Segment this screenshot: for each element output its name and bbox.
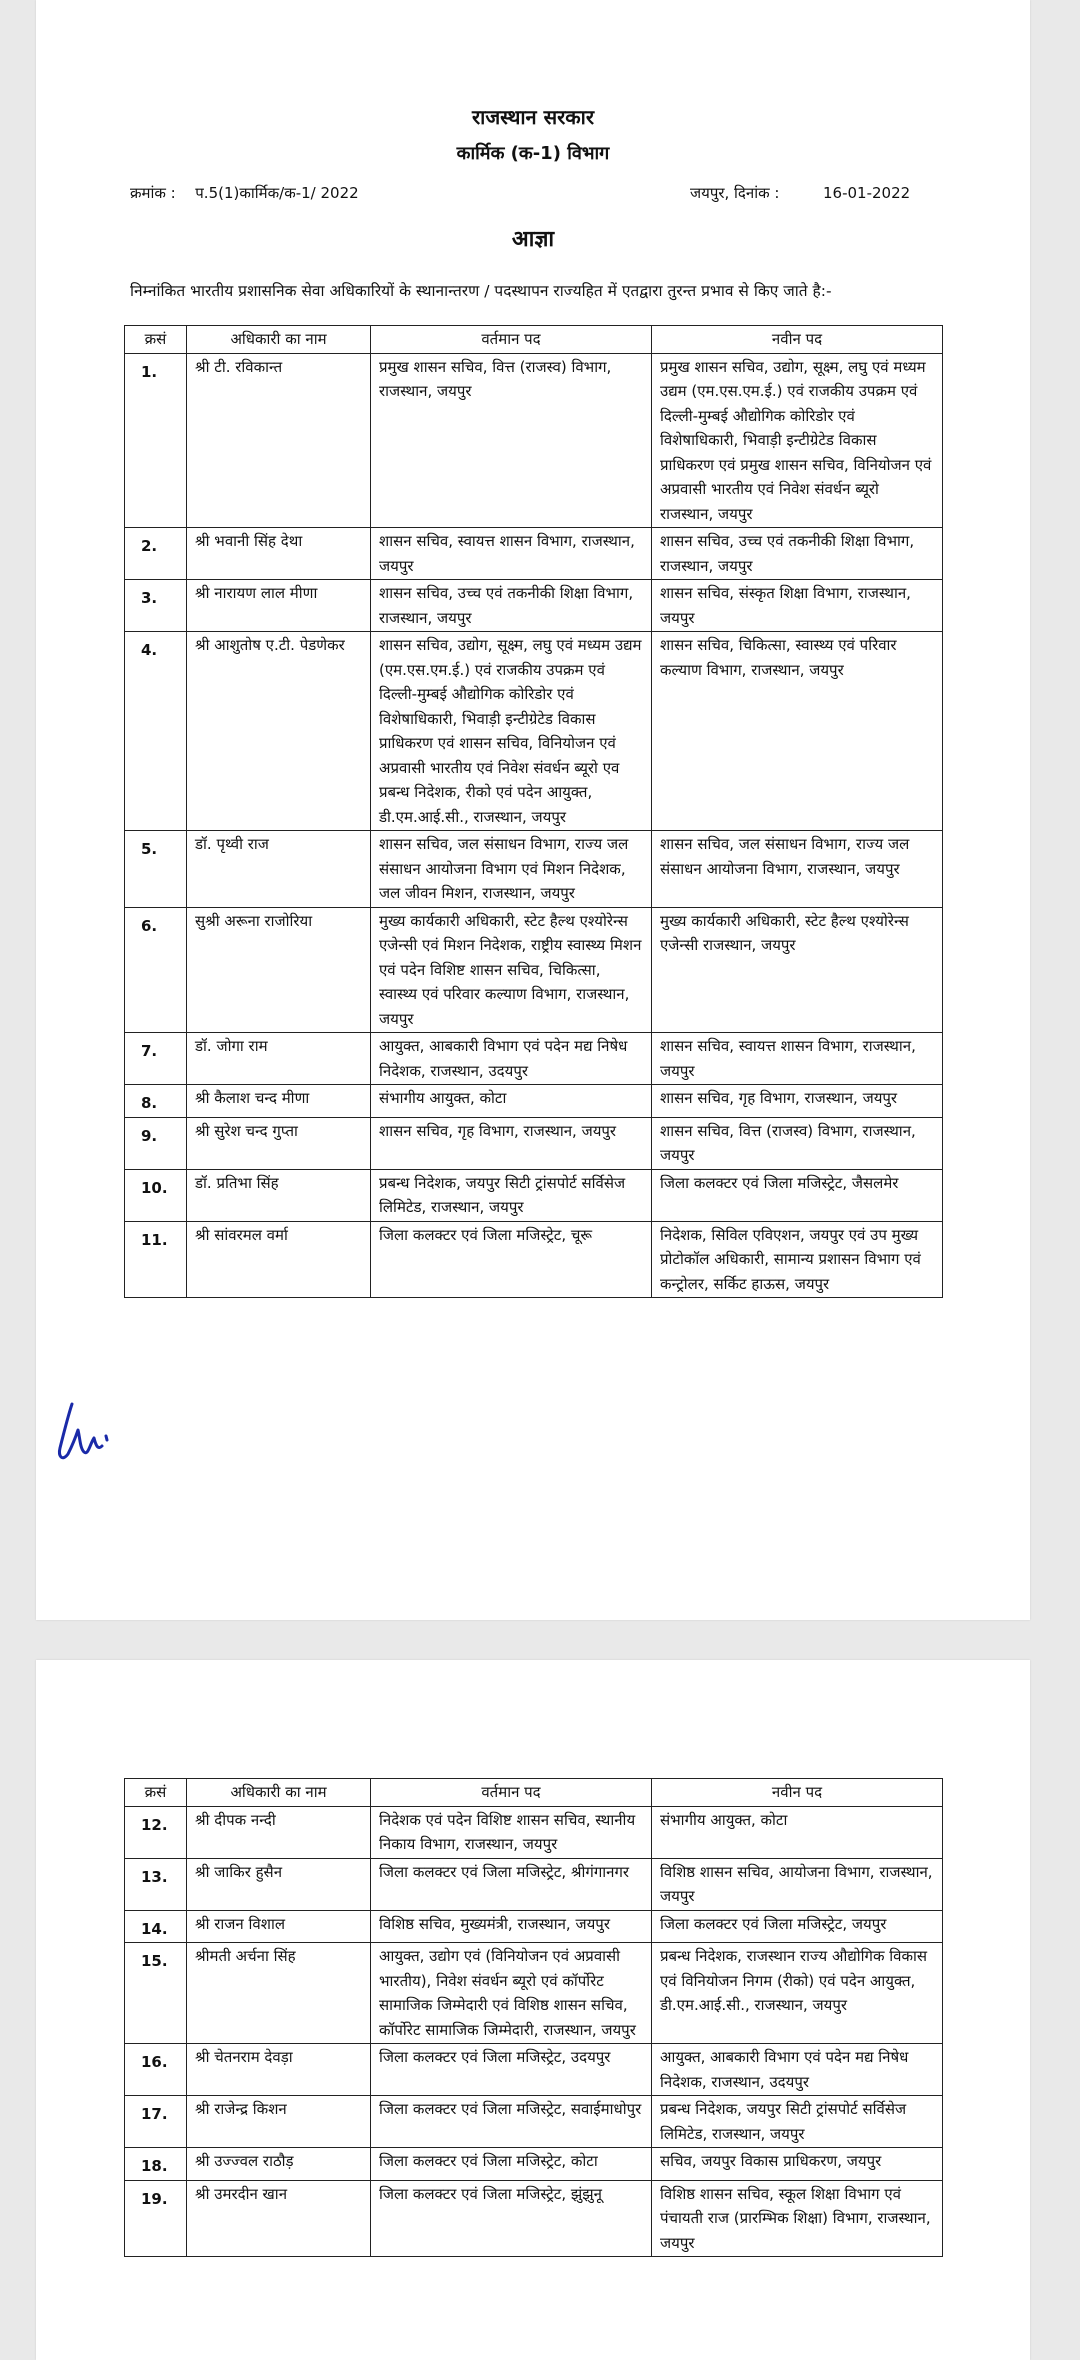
cell-sr: 13. [125, 1858, 187, 1910]
cell-officer-name: श्री आशुतोष ए.टी. पेडणेकर [187, 632, 371, 831]
cell-current-post: मुख्य कार्यकारी अधिकारी, स्टेट हैल्थ एश्योरेन्स एजेन्सी एवं मिशन निदेशक, राष्ट्रीय स्वास्थ्य मिशन एवं पदेन विशिष्ट शासन सचिव, चिकित्सा, स्वास्थ्य एवं परिवार कल्याण विभाग, राजस्थान, जयपुर [371, 907, 652, 1033]
government-title: राजस्थान सरकार [471, 105, 595, 129]
department-title: कार्मिक (क-1) विभाग [456, 143, 610, 164]
cell-new-post: प्रबन्ध निदेशक, राजस्थान राज्य औद्योगिक विकास एवं विनियोजन निगम (रीको) एवं पदेन आयुक्त, डी.एम.आई.सी., राजस्थान, जयपुर [652, 1943, 943, 2044]
cell-current-post: निदेशक एवं पदेन विशिष्ट शासन सचिव, स्थानीय निकाय विभाग, राजस्थान, जयपुर [371, 1806, 652, 1858]
cell-officer-name: श्री भवानी सिंह देथा [187, 528, 371, 580]
cell-new-post: संभागीय आयुक्त, कोटा [652, 1806, 943, 1858]
cell-new-post: प्रबन्ध निदेशक, जयपुर सिटी ट्रांसपोर्ट सर्विसेज लिमिटेड, राजस्थान, जयपुर [652, 2096, 943, 2148]
cell-current-post: शासन सचिव, उद्योग, सूक्ष्म, लघु एवं मध्यम उद्यम (एम.एस.एम.ई.) एवं राजकीय उपक्रम एवं दिल्ली-मुम्बई औद्योगिक कोरिडोर एवं विशेषाधिकारी, भिवाड़ी इन्टीग्रेटेड विकास प्राधिकरण एवं शासन सचिव, विनियोजन एवं अप्रवासी भारतीय एवं निवेश संवर्धन ब्यूरो एव प्रबन्ध निदेशक, रीको एवं पदेन आयुक्त, डी.एम.आई.सी., राजस्थान, जयपुर [371, 632, 652, 831]
table-row [125, 1117, 943, 1169]
cell-sr: 7. [125, 1033, 187, 1085]
cell-new-post: जिला कलक्टर एवं जिला मजिस्ट्रेट, जयपुर [652, 1910, 943, 1943]
transfer-table-page-2 [124, 1778, 943, 2257]
place-date-line [690, 183, 910, 203]
order-date: 16-01-2022 [823, 184, 911, 202]
cell-new-post: निदेशक, सिविल एविएशन, जयपुर एवं उप मुख्य प्रोटोकॉल अधिकारी, सामान्य प्रशासन विभाग एवं कन्ट्रोलर, सर्किट हाऊस, जयपुर [652, 1221, 943, 1298]
header-current-post: वर्तमान पद [371, 326, 652, 354]
table-row [125, 580, 943, 632]
table-header-row [125, 326, 943, 354]
cell-new-post: शासन सचिव, स्वायत्त शासन विभाग, राजस्थान, जयपुर [652, 1033, 943, 1085]
cell-officer-name: श्री जाकिर हुसैन [187, 1858, 371, 1910]
order-title: आज्ञा [511, 227, 555, 252]
cell-new-post: प्रमुख शासन सचिव, उद्योग, सूक्ष्म, लघु एवं मध्यम उद्यम (एम.एस.एम.ई.) एवं राजकीय उपक्रम एवं दिल्ली-मुम्बई औद्योगिक कोरिडोर एवं विशेषाधिकारी, भिवाड़ी इन्टीग्रेटेड विकास प्राधिकरण एवं प्रमुख शासन सचिव, विनियोजन एवं अप्रवासी भारतीय एवं निवेश संवर्धन ब्यूरो राजस्थान, जयपुर [652, 353, 943, 528]
cell-officer-name: श्री सांवरमल वर्मा [187, 1221, 371, 1298]
cell-current-post: विशिष्ठ सचिव, मुख्यमंत्री, राजस्थान, जयपुर [371, 1910, 652, 1943]
cell-sr: 12. [125, 1806, 187, 1858]
cell-current-post: शासन सचिव, जल संसाधन विभाग, राज्य जल संसाधन आयोजना विभाग एवं मिशन निदेशक, जल जीवन मिशन, राजस्थान, जयपुर [371, 831, 652, 908]
cell-officer-name: सुश्री अरूना राजोरिया [187, 907, 371, 1033]
cell-officer-name: डॉ. जोगा राम [187, 1033, 371, 1085]
cell-officer-name: श्री दीपक नन्दी [187, 1806, 371, 1858]
header-name: अधिकारी का नाम [187, 326, 371, 354]
cell-officer-name: श्री उज्ज्वल राठौड़ [187, 2148, 371, 2181]
header-new-post: नवीन पद [652, 1779, 943, 1807]
cell-sr: 15. [125, 1943, 187, 2044]
cell-new-post: विशिष्ठ शासन सचिव, स्कूल शिक्षा विभाग एवं पंचायती राज (प्रारम्भिक शिक्षा) विभाग, राजस्थान, जयपुर [652, 2180, 943, 2257]
table-row [125, 1943, 943, 2044]
cell-officer-name: श्री राजन विशाल [187, 1910, 371, 1943]
cell-officer-name: श्री चेतनराम देवड़ा [187, 2044, 371, 2096]
table-row [125, 1085, 943, 1118]
cell-current-post: आयुक्त, आबकारी विभाग एवं पदेन मद्य निषेध निदेशक, राजस्थान, उदयपुर [371, 1033, 652, 1085]
cell-sr: 1. [125, 353, 187, 528]
reference-line [130, 183, 359, 203]
cell-new-post: विशिष्ठ शासन सचिव, आयोजना विभाग, राजस्थान, जयपुर [652, 1858, 943, 1910]
cell-new-post: शासन सचिव, संस्कृत शिक्षा विभाग, राजस्थान, जयपुर [652, 580, 943, 632]
cell-officer-name: श्री उमरदीन खान [187, 2180, 371, 2257]
cell-new-post: शासन सचिव, गृह विभाग, राजस्थान, जयपुर [652, 1085, 943, 1118]
cell-sr: 19. [125, 2180, 187, 2257]
header-name: अधिकारी का नाम [187, 1779, 371, 1807]
reference-number: प.5(1)कार्मिक/क-1/ 2022 [195, 184, 359, 202]
cell-current-post: जिला कलक्टर एवं जिला मजिस्ट्रेट, कोटा [371, 2148, 652, 2181]
table-row [125, 1169, 943, 1221]
cell-sr: 2. [125, 528, 187, 580]
header-current-post: वर्तमान पद [371, 1779, 652, 1807]
document-page-2 [36, 1660, 1030, 2360]
signature-mark [50, 1396, 120, 1476]
table-header-row [125, 1779, 943, 1807]
cell-current-post: जिला कलक्टर एवं जिला मजिस्ट्रेट, चूरू [371, 1221, 652, 1298]
table-row [125, 2180, 943, 2257]
cell-officer-name: श्री सुरेश चन्द गुप्ता [187, 1117, 371, 1169]
cell-sr: 14. [125, 1910, 187, 1943]
cell-new-post: आयुक्त, आबकारी विभाग एवं पदेन मद्य निषेध निदेशक, राजस्थान, उदयपुर [652, 2044, 943, 2096]
cell-current-post: आयुक्त, उद्योग एवं (विनियोजन एवं अप्रवासी भारतीय), निवेश संवर्धन ब्यूरो एवं कॉर्पोरेट सामाजिक जिम्मेदारी एवं विशिष्ठ शासन सचिव, कॉर्पोरेट सामाजिक जिम्मेदारी, राजस्थान, जयपुर [371, 1943, 652, 2044]
cell-officer-name: श्री नारायण लाल मीणा [187, 580, 371, 632]
cell-current-post: संभागीय आयुक्त, कोटा [371, 1085, 652, 1118]
cell-current-post: प्रमुख शासन सचिव, वित्त (राजस्व) विभाग, राजस्थान, जयपुर [371, 353, 652, 528]
table-row [125, 353, 943, 528]
cell-new-post: शासन सचिव, जल संसाधन विभाग, राज्य जल संसाधन आयोजना विभाग, राजस्थान, जयपुर [652, 831, 943, 908]
cell-current-post: जिला कलक्टर एवं जिला मजिस्ट्रेट, उदयपुर [371, 2044, 652, 2096]
cell-sr: 9. [125, 1117, 187, 1169]
cell-sr: 11. [125, 1221, 187, 1298]
table-row [125, 907, 943, 1033]
cell-current-post: जिला कलक्टर एवं जिला मजिस्ट्रेट, श्रीगंगानगर [371, 1858, 652, 1910]
table-row [125, 2096, 943, 2148]
cell-sr: 8. [125, 1085, 187, 1118]
transfer-table-page-1 [124, 325, 943, 1298]
cell-new-post: जिला कलक्टर एवं जिला मजिस्ट्रेट, जैसलमेर [652, 1169, 943, 1221]
cell-current-post: शासन सचिव, गृह विभाग, राजस्थान, जयपुर [371, 1117, 652, 1169]
cell-current-post: जिला कलक्टर एवं जिला मजिस्ट्रेट, सवाईमाधोपुर [371, 2096, 652, 2148]
table-row [125, 1221, 943, 1298]
cell-new-post: सचिव, जयपुर विकास प्राधिकरण, जयपुर [652, 2148, 943, 2181]
table-row [125, 528, 943, 580]
cell-new-post: मुख्य कार्यकारी अधिकारी, स्टेट हैल्थ एश्योरेन्स एजेन्सी राजस्थान, जयपुर [652, 907, 943, 1033]
table-row [125, 2044, 943, 2096]
cell-current-post: प्रबन्ध निदेशक, जयपुर सिटी ट्रांसपोर्ट सर्विसेज लिमिटेड, राजस्थान, जयपुर [371, 1169, 652, 1221]
header-sr: क्रसं [125, 326, 187, 354]
cell-sr: 6. [125, 907, 187, 1033]
table-row [125, 1033, 943, 1085]
place-date-label: जयपुर, दिनांक : [690, 184, 780, 202]
cell-officer-name: श्रीमती अर्चना सिंह [187, 1943, 371, 2044]
document-page-1 [36, 0, 1030, 1620]
cell-sr: 5. [125, 831, 187, 908]
cell-sr: 16. [125, 2044, 187, 2096]
intro-paragraph: निम्नांकित भारतीय प्रशासनिक सेवा अधिकारियों के स्थानान्तरण / पदस्थापन राज्यहित में एतद्वारा तुरन्त प्रभाव से किए जाते है:- [130, 282, 832, 300]
cell-current-post: शासन सचिव, उच्च एवं तकनीकी शिक्षा विभाग, राजस्थान, जयपुर [371, 580, 652, 632]
cell-new-post: शासन सचिव, उच्च एवं तकनीकी शिक्षा विभाग, राजस्थान, जयपुर [652, 528, 943, 580]
reference-label: क्रमांक : [130, 184, 176, 202]
table-row [125, 831, 943, 908]
cell-current-post: जिला कलक्टर एवं जिला मजिस्ट्रेट, झुंझुनू [371, 2180, 652, 2257]
cell-officer-name: श्री राजेन्द्र किशन [187, 2096, 371, 2148]
cell-current-post: शासन सचिव, स्वायत्त शासन विभाग, राजस्थान, जयपुर [371, 528, 652, 580]
table-row [125, 1858, 943, 1910]
cell-sr: 3. [125, 580, 187, 632]
cell-officer-name: डॉ. प्रतिभा सिंह [187, 1169, 371, 1221]
cell-new-post: शासन सचिव, चिकित्सा, स्वास्थ्य एवं परिवार कल्याण विभाग, राजस्थान, जयपुर [652, 632, 943, 831]
header-new-post: नवीन पद [652, 326, 943, 354]
cell-sr: 18. [125, 2148, 187, 2181]
cell-sr: 17. [125, 2096, 187, 2148]
cell-sr: 10. [125, 1169, 187, 1221]
table-row [125, 2148, 943, 2181]
cell-officer-name: श्री कैलाश चन्द मीणा [187, 1085, 371, 1118]
table-row [125, 1910, 943, 1943]
cell-officer-name: श्री टी. रविकान्त [187, 353, 371, 528]
cell-new-post: शासन सचिव, वित्त (राजस्व) विभाग, राजस्थान, जयपुर [652, 1117, 943, 1169]
cell-officer-name: डॉ. पृथ्वी राज [187, 831, 371, 908]
table-row [125, 1806, 943, 1858]
table-row [125, 632, 943, 831]
cell-sr: 4. [125, 632, 187, 831]
header-sr: क्रसं [125, 1779, 187, 1807]
